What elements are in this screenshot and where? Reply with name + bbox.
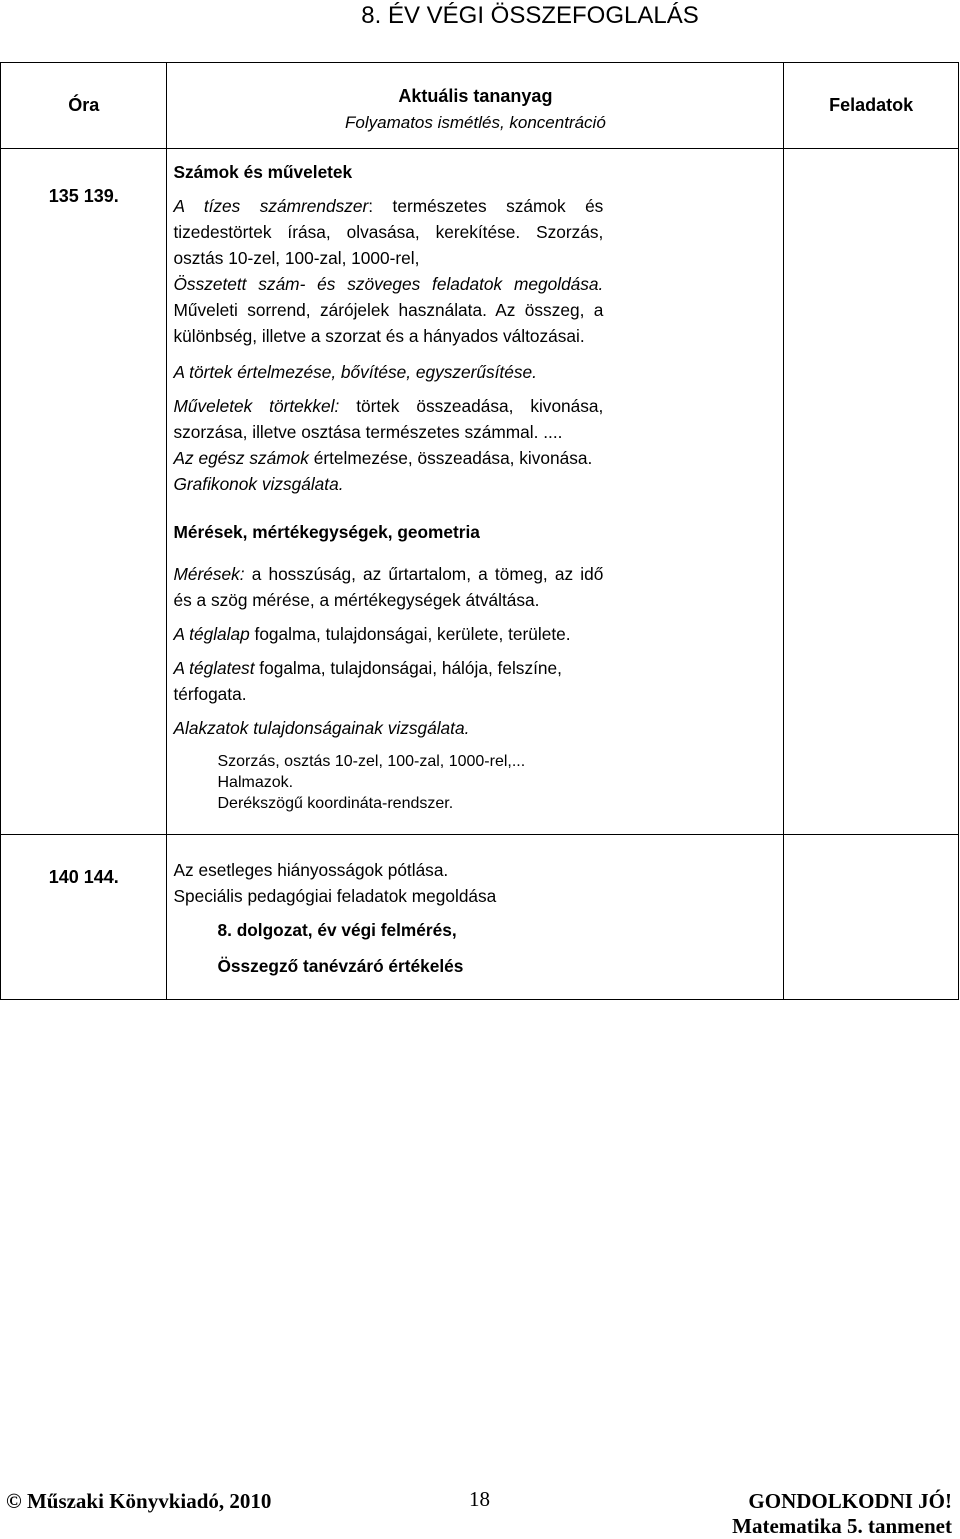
paragraph-text: : természetes számok és tizedestörtek írása, olvasása, kerekítése. Szorzás, osztás 10-zel, 100-zal, 1000-rel, [173, 196, 604, 268]
paragraph [173, 193, 603, 271]
table-row [1, 835, 959, 1000]
footer-publisher: © Műszaki Könyvkiadó, 2010 [6, 1489, 272, 1513]
italic-term: Mérések: [173, 564, 245, 584]
paragraph-text: Műveleti sorrend, zárójelek használata. Az összeg, a különbség, illetve a szorzat és a hányados változásai. [173, 300, 604, 346]
paragraph-bold: Összegző tanévzáró értékelés [217, 956, 464, 976]
header-anyag-subtitle: Folyamatos ismétlés, koncentráció [345, 113, 606, 132]
paragraph [173, 471, 603, 497]
row1-ora: 135 139. [1, 149, 167, 835]
paragraph [173, 393, 603, 445]
paragraph-text: értelmezése, összeadása, kivonása. [308, 448, 593, 468]
italic-term: Az egész számok [173, 448, 309, 468]
italic-term: Alakzatok tulajdonságainak vizsgálata. [173, 718, 470, 738]
paragraph [173, 271, 603, 349]
paragraph-text: a hosszúság, az űrtartalom, a tömeg, az idő és a szög mérése, a mértékegységek átváltása. [173, 564, 604, 610]
paragraph-bold: 8. dolgozat, év végi felmérés, [217, 920, 457, 940]
italic-term: A tízes számrendszer [173, 196, 369, 216]
header-ora: Óra [1, 63, 167, 149]
paragraph-small: Szorzás, osztás 10-zel, 100-zal, 1000-rel,... Halmazok. [217, 753, 526, 791]
header-anyag-label: Aktuális tananyag [398, 86, 553, 106]
paragraph [173, 715, 603, 741]
paragraph-text: fogalma, tulajdonságai, kerülete, területe. [249, 624, 571, 644]
section-title-meresek: Mérések, mértékegységek, geometria [173, 522, 480, 542]
page-footer [0, 1485, 960, 1537]
italic-term: Grafikonok vizsgálata. [173, 474, 344, 494]
curriculum-table [0, 62, 959, 1000]
paragraph [173, 359, 603, 385]
italic-term: Műveletek törtekkel: [173, 396, 340, 416]
row2-ora: 140 144. [1, 835, 167, 1000]
paragraph [173, 561, 603, 613]
section-title-szamok: Számok és műveletek [173, 162, 353, 182]
paragraph [173, 655, 603, 707]
header-feladatok: Feladatok [784, 63, 959, 149]
row2-feladatok [784, 835, 959, 1000]
paragraph: Az esetleges hiányosságok pótlása. [173, 860, 449, 880]
footer-subject: Matematika 5. tanmenet [732, 1514, 952, 1538]
row1-feladatok [784, 149, 959, 835]
italic-term: Összetett szám- és szöveges feladatok megoldása. [173, 274, 604, 294]
row2-content [167, 835, 784, 1000]
row1-content [167, 149, 784, 835]
paragraph-text: törtek összeadása, kivonása, szorzása, illetve osztása természetes számmal. .... [173, 396, 604, 442]
italic-term: A téglatest [173, 658, 255, 678]
paragraph-text: fogalma, tulajdonságai, hálója, felszíne, térfogata. [173, 658, 562, 704]
paragraph [173, 621, 603, 647]
italic-term: A téglalap [173, 624, 250, 644]
header-anyag [167, 63, 784, 149]
paragraph-small: Derékszögű koordináta-rendszer. [217, 795, 454, 812]
paragraph: Speciális pedagógiai feladatok megoldása [173, 886, 497, 906]
paragraph [173, 445, 603, 471]
table-row [1, 149, 959, 835]
footer-series: GONDOLKODNI JÓ! [748, 1489, 952, 1513]
page-title: 8. ÉV VÉGI ÖSSZEFOGLALÁS [361, 2, 699, 29]
italic-term: A törtek értelmezése, bővítése, egyszerűsítése. [173, 362, 537, 382]
footer-page-number: 18 [469, 1487, 490, 1511]
table-header-row [1, 63, 959, 149]
